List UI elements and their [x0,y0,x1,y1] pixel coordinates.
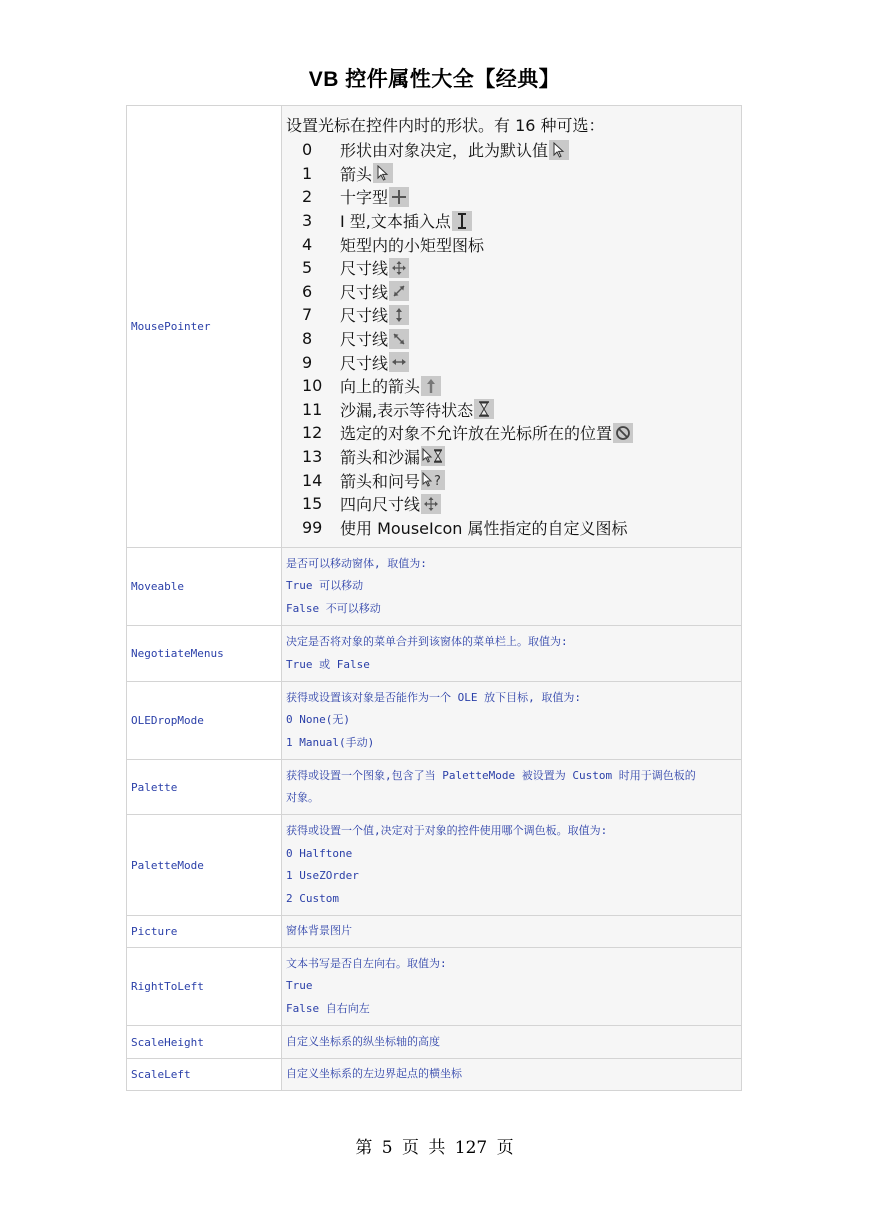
property-name: Moveable [127,548,282,626]
description-line: True [286,979,313,993]
option-number: 3 [302,211,313,231]
mousepointer-option [286,445,737,469]
properties-table [126,105,742,1091]
description-line: True 或 False [286,657,370,671]
property-description [282,948,742,1026]
page-footer: 第 5 页 共 127 页 [355,1138,514,1158]
size-nesw-cursor-icon [389,281,409,301]
description-line: 0 Halftone [286,846,353,860]
option-text: 尺寸线 [340,330,389,349]
property-description [282,106,742,548]
option-text: 矩型内的小矩型图标 [340,235,485,255]
mousepointer-option [286,303,737,327]
mousepointer-option [286,209,737,233]
page-title: VB 控件属性大全【经典】 [308,68,561,91]
description-line: 1 UseZOrder [286,869,359,882]
option-text: 选定的对象不允许放在光标所在的位置 [340,424,613,444]
option-number: 1 [302,163,313,183]
description-line: 获得或设置该对象是否能作为一个 OLE 放下目标, 取值为: [286,690,581,704]
mousepointer-options [286,138,737,539]
option-number: 12 [302,423,323,443]
mousepointer-option [286,492,737,516]
option-number: 9 [302,352,313,372]
mousepointer-option [286,374,737,398]
option-text: 十字型 [340,188,389,208]
option-text: 向上的箭头 [340,377,421,397]
property-description [282,626,742,682]
property-description [282,682,742,760]
option-text: 箭头和沙漏 [340,447,421,467]
size-ns-cursor-icon [389,305,409,325]
mousepointer-option [286,421,737,445]
description-line: False 不可以移动 [286,601,381,615]
mousepointer-option [286,256,737,280]
option-number: 99 [302,517,323,537]
option-text: 尺寸线 [340,306,389,326]
mousepointer-option [286,350,737,374]
option-text: 尺寸线 [340,282,389,302]
crosshair-cursor-icon [389,187,409,207]
description-line: False 自右向左 [286,1001,370,1015]
description-line: 文本书写是否自左向右。取值为: [286,956,447,970]
arrow-cursor-icon [373,163,393,183]
mousepointer-option [286,185,737,209]
mousepointer-option [286,162,737,186]
description-line: 自定义坐标系的左边界起点的横坐标 [286,1067,462,1081]
description-line: 2 Custom [286,891,339,905]
mousepointer-option [286,397,737,421]
arrow-cursor-icon [549,140,569,160]
option-number: 5 [302,258,313,278]
option-number: 7 [302,305,313,325]
property-description [282,1059,742,1091]
option-text: 沙漏,表示等待状态 [340,400,474,420]
table-row [127,1059,742,1091]
property-name: Picture [127,916,282,948]
description-line: 是否可以移动窗体, 取值为: [286,556,427,570]
property-name: ScaleLeft [127,1059,282,1091]
mousepointer-option [286,468,737,492]
option-text: 箭头和问号 [340,471,421,491]
description-line: True 可以移动 [286,579,364,593]
property-name: RightToLeft [127,948,282,1026]
description-line: 决定是否将对象的菜单合并到该窗体的菜单栏上。取值为: [286,635,568,648]
property-description [282,916,742,948]
ibeam-cursor-icon [452,211,472,231]
no-drop-cursor-icon [613,423,633,443]
hourglass-cursor-icon [474,399,494,419]
table-row [127,682,742,760]
table-row [127,815,742,916]
option-text: 四向尺寸线 [340,495,421,515]
option-number: 11 [302,399,323,419]
option-text: 形状由对象决定，此为默认值 [340,141,549,161]
option-number: 2 [302,187,313,207]
property-description [282,760,742,815]
description-line: 自定义坐标系的纵坐标轴的高度 [286,1034,440,1048]
description-line: 窗体背景图片 [286,924,352,938]
description-line: 获得或设置一个值,决定对于对象的控件使用哪个调色板。取值为: [286,824,608,837]
property-name: OLEDropMode [127,682,282,760]
property-name: Palette [127,760,282,815]
table-row [127,948,742,1026]
table-row [127,760,742,815]
property-name: MousePointer [127,106,282,548]
option-number: 0 [302,140,313,160]
property-description [282,815,742,916]
property-description [282,548,742,626]
mousepointer-option [286,515,737,539]
property-name: NegotiateMenus [127,626,282,682]
size-nwse-cursor-icon [389,329,409,349]
option-text: 使用 MouseIcon 属性指定的自定义图标 [340,518,628,538]
description-line: 对象。 [286,791,319,804]
mousepointer-option [286,232,737,256]
table-row [127,106,742,548]
option-text: I 型,文本插入点 [340,212,451,232]
option-text: 尺寸线 [340,259,389,279]
size-we-cursor-icon [389,352,409,372]
mousepointer-option [286,138,737,162]
mousepointer-option [286,327,737,351]
table-row [127,916,742,948]
option-number: 8 [302,329,313,348]
option-number: 13 [302,446,323,466]
option-number: 10 [302,376,323,396]
property-name: PaletteMode [127,815,282,916]
mousepointer-heading: 设置光标在控件内时的形状。有 16 种可选： [286,115,605,135]
arrow-hourglass-cursor-icon [421,446,445,466]
svg-text:?: ? [434,474,441,489]
description-line: 1 Manual(手动) [286,735,375,749]
property-description [282,1026,742,1059]
size-all-cursor-icon [389,258,409,278]
description-line: 0 None(无) [286,713,350,727]
table-row [127,626,742,682]
size-all-cursor-icon [421,494,441,514]
option-text: 箭头 [340,164,373,184]
property-name: ScaleHeight [127,1026,282,1059]
description-line: 获得或设置一个图象,包含了当 PaletteMode 被设置为 Custom 时用于调色板的 [286,768,696,782]
arrow-question-cursor-icon [421,470,445,490]
up-arrow-cursor-icon [421,376,441,396]
option-number: 14 [302,470,323,490]
option-number: 4 [302,234,313,254]
table-row [127,548,742,626]
mousepointer-option [286,280,737,304]
option-number: 15 [302,494,323,514]
table-row [127,1026,742,1059]
option-text: 尺寸线 [340,353,389,373]
option-number: 6 [302,281,313,301]
